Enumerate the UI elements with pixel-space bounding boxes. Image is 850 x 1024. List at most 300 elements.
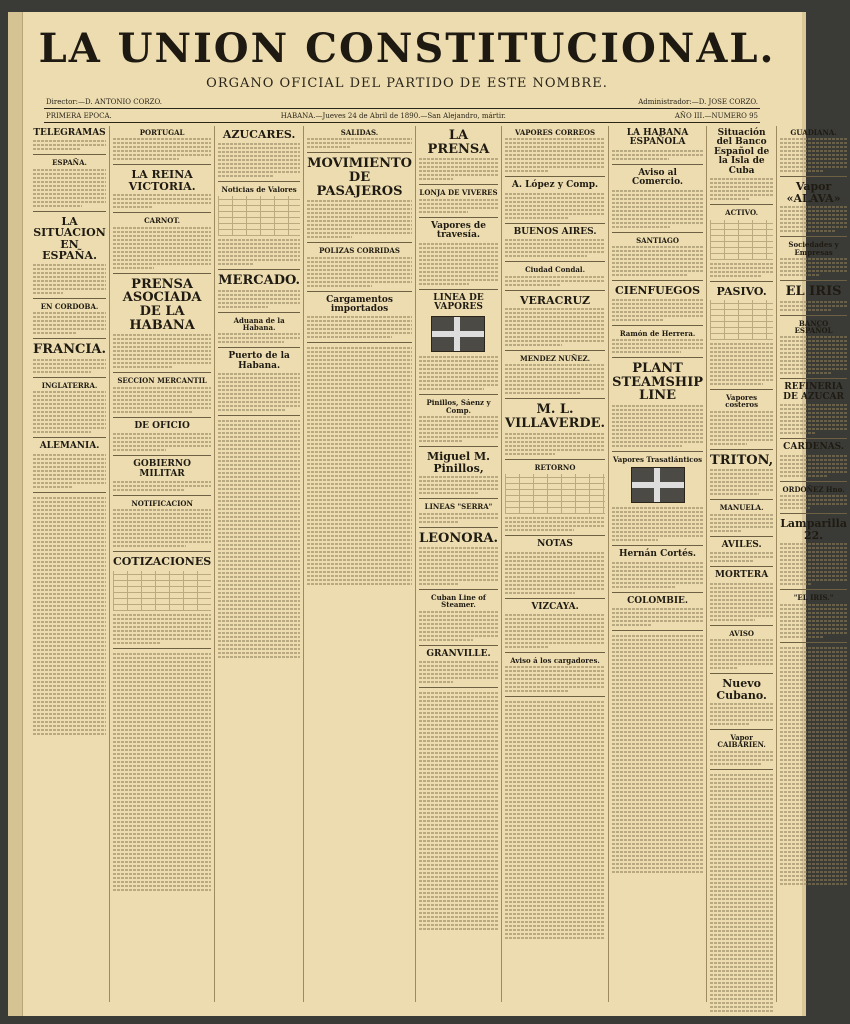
tabular-listing xyxy=(113,571,211,611)
text-line xyxy=(780,791,847,793)
text-line xyxy=(33,140,106,142)
column-heading: M. L. VILLAVERDE. xyxy=(504,402,606,432)
text-line xyxy=(780,839,847,841)
text-line xyxy=(113,638,211,640)
text-line xyxy=(33,617,106,619)
text-line xyxy=(307,487,412,489)
column-heading: TELEGRAMAS xyxy=(33,128,106,138)
text-line xyxy=(419,555,498,557)
text-line xyxy=(419,517,498,519)
text-line xyxy=(505,861,605,863)
text-line xyxy=(419,928,498,930)
text-line xyxy=(33,557,106,559)
text-line xyxy=(33,653,106,655)
text-line xyxy=(505,201,605,203)
text-line xyxy=(113,358,211,360)
text-line xyxy=(710,355,773,357)
text-line xyxy=(33,399,106,401)
text-line xyxy=(33,173,106,175)
text-line xyxy=(710,798,773,800)
text-line xyxy=(710,711,773,713)
text-line xyxy=(218,588,300,590)
text-line xyxy=(419,178,453,180)
text-line xyxy=(505,769,605,771)
text-line xyxy=(307,363,412,365)
text-line xyxy=(505,308,605,310)
text-line xyxy=(780,612,847,614)
text-line xyxy=(419,551,498,553)
text-line xyxy=(307,507,412,509)
text-line xyxy=(612,671,703,673)
section-divider xyxy=(780,513,847,514)
text-line xyxy=(218,504,300,506)
text-line xyxy=(505,251,605,253)
text-line xyxy=(780,691,847,693)
column-heading: MANUELA. xyxy=(719,503,764,513)
text-line xyxy=(612,433,703,435)
text-line xyxy=(780,747,847,749)
text-line xyxy=(612,616,703,618)
section-divider xyxy=(419,527,498,528)
text-line xyxy=(33,454,106,456)
text-line xyxy=(505,777,605,779)
text-line xyxy=(505,889,605,891)
text-line xyxy=(612,270,703,272)
text-line xyxy=(218,512,300,514)
text-line xyxy=(710,190,773,192)
text-line xyxy=(33,431,91,433)
text-line xyxy=(419,420,498,422)
column-heading: Nuevo Cubano. xyxy=(716,676,767,702)
text-line xyxy=(307,559,412,561)
text-line xyxy=(113,227,211,229)
staff-line xyxy=(46,98,758,106)
tabular-listing xyxy=(710,300,773,340)
text-line xyxy=(612,437,703,439)
text-line xyxy=(218,239,300,241)
column-heading: VIZCAYA. xyxy=(531,601,579,612)
column-heading: "EL IRIS." xyxy=(793,593,834,603)
text-line xyxy=(113,521,211,523)
text-line xyxy=(419,615,498,617)
column-heading: ACTIVO. xyxy=(725,208,759,218)
text-line xyxy=(307,142,412,144)
text-line xyxy=(612,347,703,349)
text-line xyxy=(710,375,773,377)
text-line xyxy=(612,723,703,725)
text-line xyxy=(33,729,106,731)
column-heading: Vapores costeros xyxy=(725,393,759,410)
text-line xyxy=(33,169,106,171)
text-line xyxy=(307,511,412,513)
text-line xyxy=(307,261,412,263)
section-divider xyxy=(612,357,703,358)
text-line xyxy=(307,316,412,318)
column-heading: LA HABANA ESPAÑOLA xyxy=(626,128,689,148)
text-line xyxy=(33,280,106,282)
text-line xyxy=(218,640,300,642)
column-heading: VERACRUZ xyxy=(519,293,591,307)
text-line xyxy=(710,786,773,788)
text-line xyxy=(33,717,106,719)
section-divider xyxy=(505,652,605,653)
text-line xyxy=(419,732,498,734)
text-line xyxy=(505,690,568,692)
section-divider xyxy=(612,451,703,452)
text-line xyxy=(612,226,670,228)
text-line xyxy=(307,138,412,140)
column-1 xyxy=(30,126,110,1002)
column-heading: LONJA DE VIVERES xyxy=(419,188,498,198)
text-line xyxy=(113,642,160,644)
text-line xyxy=(710,643,773,645)
text-line xyxy=(710,926,773,928)
newspaper-page xyxy=(8,12,847,1016)
text-line xyxy=(113,489,185,491)
text-line xyxy=(612,775,703,777)
text-line xyxy=(710,194,773,196)
text-line xyxy=(419,876,498,878)
text-line xyxy=(218,263,252,265)
text-line xyxy=(780,699,847,701)
text-line xyxy=(780,416,847,418)
text-line xyxy=(612,417,703,419)
edition-line xyxy=(46,112,758,120)
text-line xyxy=(505,525,605,527)
text-line xyxy=(218,333,300,335)
text-line xyxy=(218,480,300,482)
text-line xyxy=(218,243,300,245)
text-line xyxy=(612,727,703,729)
text-line xyxy=(710,655,773,657)
section-divider xyxy=(710,536,773,537)
text-line xyxy=(780,663,847,665)
section-divider xyxy=(505,535,605,536)
text-line xyxy=(218,259,300,261)
text-line xyxy=(612,831,703,833)
column-heading: Miguel M. Pinillos, xyxy=(426,450,491,475)
text-line xyxy=(710,834,773,836)
text-line xyxy=(218,428,300,430)
text-line xyxy=(218,163,300,165)
text-line xyxy=(780,170,823,172)
text-line xyxy=(780,707,847,709)
text-line xyxy=(710,518,773,520)
text-line xyxy=(218,389,300,391)
text-line xyxy=(710,878,773,880)
text-line xyxy=(218,472,300,474)
section-divider xyxy=(710,204,773,205)
text-line xyxy=(113,813,211,815)
text-line xyxy=(710,814,773,816)
text-line xyxy=(307,359,412,361)
text-line xyxy=(307,547,412,549)
text-line xyxy=(612,819,703,821)
text-line xyxy=(307,285,372,287)
text-line xyxy=(33,573,106,575)
text-line xyxy=(113,634,211,636)
text-line xyxy=(419,776,498,778)
text-line xyxy=(218,628,300,630)
text-line xyxy=(33,629,106,631)
text-line xyxy=(419,904,498,906)
text-line xyxy=(113,753,211,755)
text-line xyxy=(612,639,703,641)
column-6 xyxy=(502,126,609,1002)
column-heading: LA REINA VICTORIA. xyxy=(128,168,196,193)
text-line xyxy=(612,827,703,829)
text-line xyxy=(33,533,106,535)
section-divider xyxy=(710,499,773,500)
text-line xyxy=(710,966,773,968)
text-line xyxy=(419,158,498,160)
text-line xyxy=(612,274,688,276)
text-line xyxy=(419,708,498,710)
column-heading: A. López y Comp. xyxy=(511,180,599,191)
text-line xyxy=(33,197,106,199)
section-divider xyxy=(612,232,703,233)
text-line xyxy=(710,599,773,601)
text-line xyxy=(505,336,605,338)
text-line xyxy=(780,459,847,461)
text-line xyxy=(710,485,773,487)
section-divider xyxy=(419,446,498,447)
text-line xyxy=(710,707,773,709)
text-line xyxy=(33,482,106,484)
text-line xyxy=(710,938,773,940)
text-line xyxy=(710,595,773,597)
text-line xyxy=(505,833,605,835)
text-line xyxy=(419,559,498,561)
column-heading: FRANCIA. xyxy=(33,342,107,358)
text-line xyxy=(113,733,211,735)
text-line xyxy=(218,171,300,173)
text-line xyxy=(710,367,773,369)
text-line xyxy=(218,592,300,594)
text-line xyxy=(710,870,773,872)
text-line xyxy=(307,575,412,577)
text-line xyxy=(612,303,703,305)
text-line xyxy=(113,773,211,775)
text-line xyxy=(307,495,412,497)
text-line xyxy=(780,863,847,865)
text-line xyxy=(710,858,773,860)
text-line xyxy=(307,220,412,222)
text-line xyxy=(612,783,703,785)
text-line xyxy=(113,411,191,413)
text-line xyxy=(505,568,605,570)
text-line xyxy=(307,281,412,283)
text-line xyxy=(612,799,703,801)
text-line xyxy=(780,543,847,545)
text-line xyxy=(307,455,412,457)
text-line xyxy=(780,687,847,689)
text-line xyxy=(113,537,211,539)
text-line xyxy=(612,763,703,765)
text-line xyxy=(612,691,703,693)
text-line xyxy=(307,407,412,409)
text-line xyxy=(307,320,412,322)
column-heading: Vapor «ALAVA» xyxy=(786,180,841,205)
text-line xyxy=(505,901,605,903)
text-line xyxy=(780,301,847,303)
text-line xyxy=(710,894,773,896)
text-line xyxy=(505,849,605,851)
text-line xyxy=(307,208,412,210)
text-line xyxy=(33,324,106,326)
text-line xyxy=(113,673,211,675)
text-line xyxy=(113,399,211,401)
text-line xyxy=(113,749,211,751)
text-line xyxy=(780,428,847,430)
section-divider xyxy=(419,184,498,185)
text-line xyxy=(780,214,847,216)
text-line xyxy=(505,753,605,755)
section-divider xyxy=(419,394,498,395)
text-line xyxy=(419,380,498,382)
text-line xyxy=(113,231,211,233)
text-line xyxy=(612,643,703,645)
section-divider xyxy=(218,415,300,416)
text-line xyxy=(505,580,605,582)
text-line xyxy=(113,865,211,867)
text-line xyxy=(505,364,605,366)
text-line xyxy=(612,843,703,845)
text-line xyxy=(710,552,773,554)
column-heading: CARDENAS. xyxy=(783,442,844,453)
text-line xyxy=(780,559,847,561)
text-line xyxy=(218,540,300,542)
text-line xyxy=(33,320,106,322)
text-line xyxy=(113,653,211,655)
text-line xyxy=(710,802,773,804)
text-line xyxy=(780,258,847,260)
text-line xyxy=(33,411,106,413)
text-line xyxy=(419,816,498,818)
text-line xyxy=(113,837,211,839)
text-line xyxy=(218,476,300,478)
text-line xyxy=(505,865,605,867)
text-line xyxy=(33,733,106,735)
text-line xyxy=(419,619,498,621)
text-line xyxy=(710,347,773,349)
text-line xyxy=(780,719,847,721)
text-line xyxy=(505,142,605,144)
text-line xyxy=(307,479,412,481)
text-line xyxy=(780,695,847,697)
column-heading: MORTERA xyxy=(715,570,769,581)
text-line xyxy=(780,455,847,457)
text-line xyxy=(218,528,300,530)
text-line xyxy=(113,705,211,707)
tabular-listing xyxy=(710,220,773,260)
section-divider xyxy=(33,298,106,299)
column-heading: Ramón de Herrera. xyxy=(619,328,696,338)
text-line xyxy=(419,728,498,730)
text-line xyxy=(113,158,179,160)
text-line xyxy=(780,675,847,677)
text-line xyxy=(419,756,498,758)
text-line xyxy=(307,563,412,565)
section-divider xyxy=(505,261,605,262)
text-line xyxy=(710,854,773,856)
text-line xyxy=(419,492,478,494)
text-line xyxy=(710,774,773,776)
text-line xyxy=(33,185,106,187)
text-line xyxy=(33,669,106,671)
text-line xyxy=(505,441,605,443)
text-line xyxy=(612,254,703,256)
text-line xyxy=(419,166,498,168)
text-line xyxy=(113,509,211,511)
text-line xyxy=(612,409,703,411)
text-line xyxy=(710,351,773,353)
text-line xyxy=(113,267,154,269)
text-line xyxy=(419,824,498,826)
text-line xyxy=(307,415,412,417)
section-divider xyxy=(113,164,211,165)
text-line xyxy=(307,411,412,413)
text-line xyxy=(33,665,106,667)
text-line xyxy=(710,423,773,425)
text-line xyxy=(419,792,498,794)
text-line xyxy=(113,541,211,543)
text-line xyxy=(505,572,605,574)
text-line xyxy=(612,582,703,584)
text-line xyxy=(113,626,211,628)
text-line xyxy=(419,424,498,426)
text-line xyxy=(780,222,847,224)
text-line xyxy=(218,377,300,379)
text-line xyxy=(505,845,605,847)
text-line xyxy=(505,328,605,330)
text-line xyxy=(505,376,605,378)
text-line xyxy=(612,307,703,309)
text-line xyxy=(33,709,106,711)
section-divider xyxy=(307,152,412,153)
text-line xyxy=(218,536,300,538)
text-line xyxy=(218,385,300,387)
text-line xyxy=(113,622,211,624)
text-line xyxy=(505,921,605,923)
text-line xyxy=(710,267,773,269)
text-line xyxy=(419,639,474,641)
text-line xyxy=(419,623,498,625)
text-line xyxy=(218,381,300,383)
text-line xyxy=(505,765,605,767)
issue-number: AÑO III.—NUMERO 95 xyxy=(674,112,758,120)
section-divider xyxy=(780,378,847,379)
text-line xyxy=(505,733,605,735)
text-line xyxy=(780,471,847,473)
column-heading: RETORNO xyxy=(534,462,576,472)
text-line xyxy=(505,761,605,763)
section-divider xyxy=(307,242,412,243)
text-line xyxy=(419,752,498,754)
text-line xyxy=(710,560,754,562)
text-line xyxy=(307,399,412,401)
text-line xyxy=(33,177,106,179)
column-heading: CARNOT. xyxy=(144,216,181,226)
text-line xyxy=(419,428,498,430)
text-line xyxy=(218,440,300,442)
text-line xyxy=(113,445,211,447)
text-line xyxy=(780,671,847,673)
section-divider xyxy=(612,630,703,631)
column-grid xyxy=(30,126,847,1002)
text-line xyxy=(612,675,703,677)
text-line xyxy=(612,739,703,741)
